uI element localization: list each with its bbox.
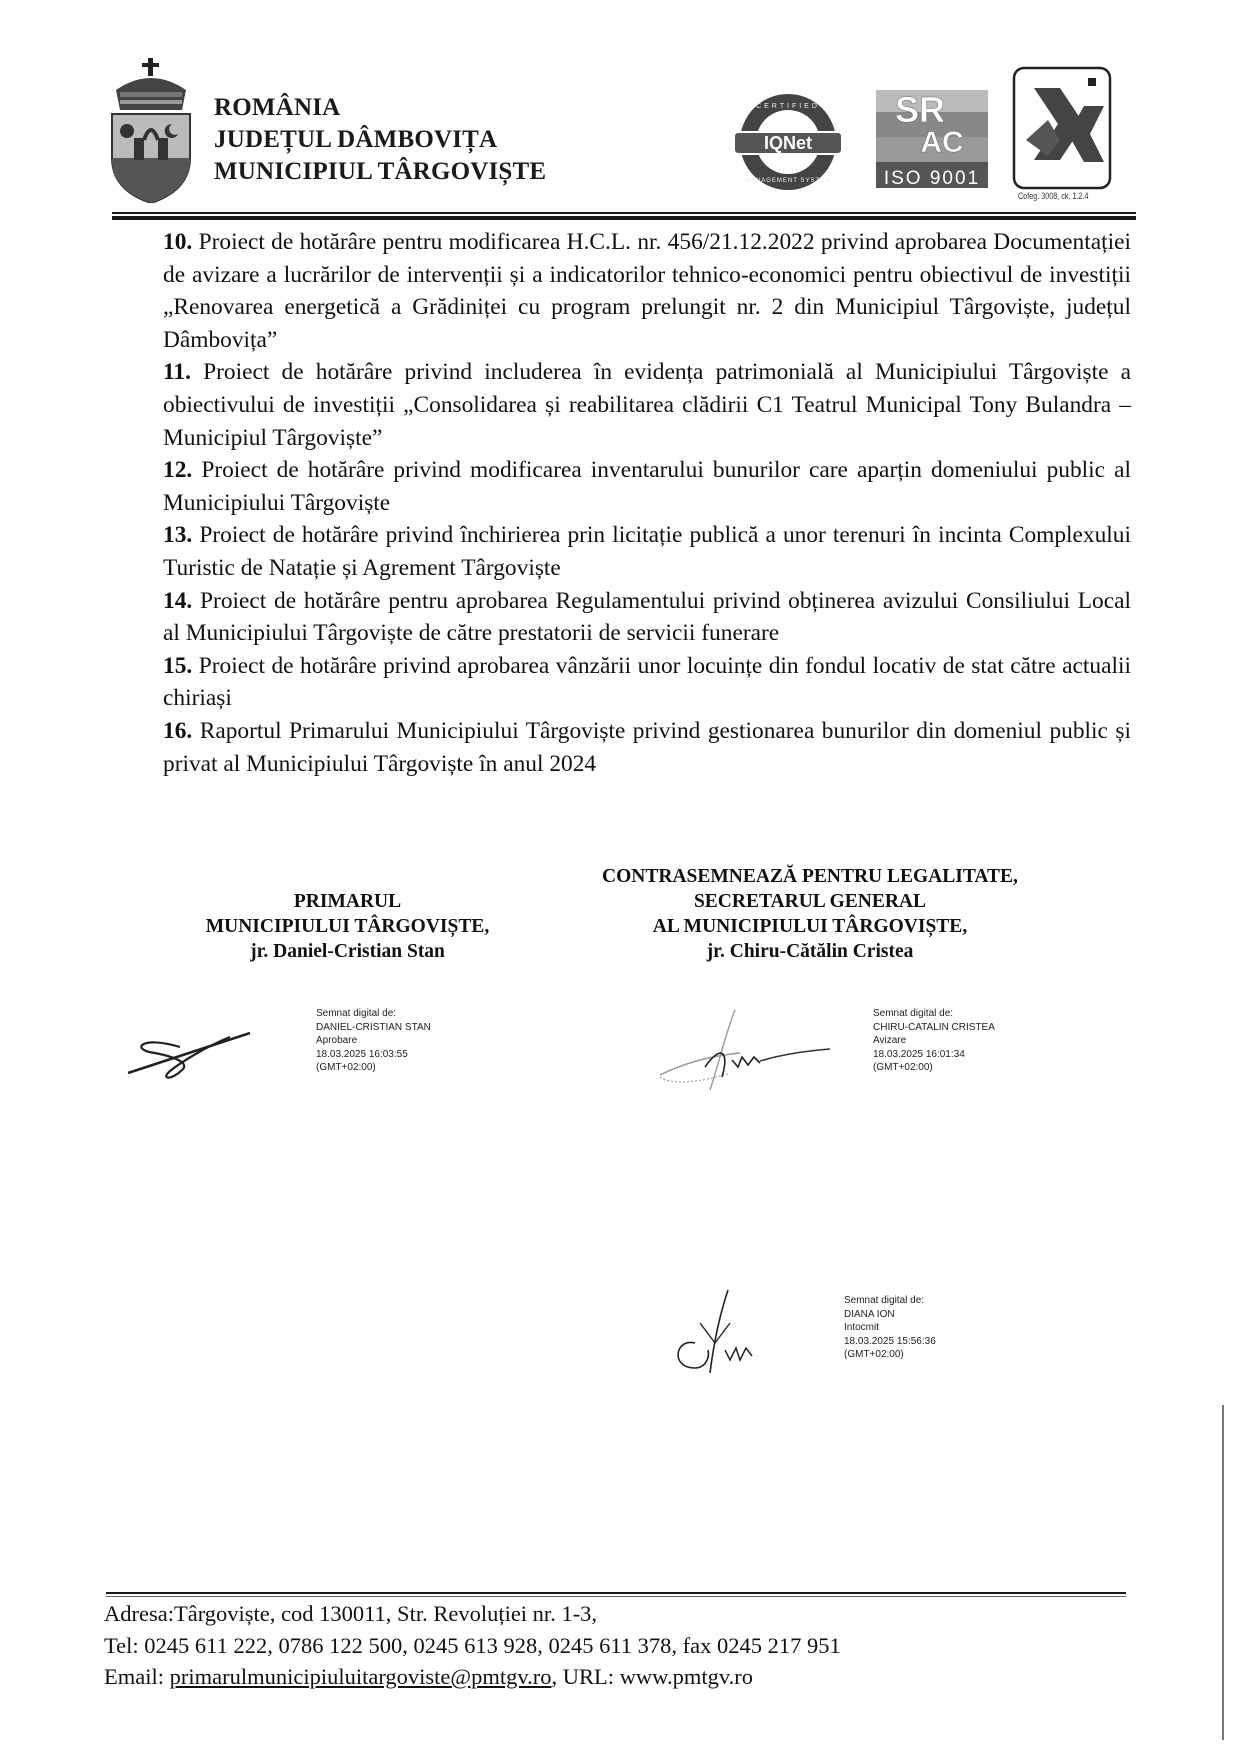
footer-phones: Tel: 0245 611 222, 0786 122 500, 0245 613 928, 0245 611 378, fax 0245 217 951	[104, 1632, 841, 1658]
email-label: Email:	[104, 1664, 170, 1689]
iqnet-text: IQNet	[763, 133, 813, 153]
header-municipality: MUNICIPIUL TÂRGOVIȘTE	[214, 158, 547, 185]
signer-name: DIANA ION	[844, 1308, 895, 1320]
header-rule-thin	[112, 212, 1136, 214]
srac-sr: SR	[894, 89, 946, 130]
quality-arrows-logo	[1012, 66, 1112, 190]
iqnet-certification-logo	[728, 92, 848, 192]
signer-name: DANIEL-CRISTIAN STAN	[316, 1021, 431, 1033]
mayor-digital-signature	[316, 1007, 431, 1075]
agenda-item	[163, 454, 1131, 519]
footer-rule-thin	[106, 1596, 1126, 1597]
item-number: 15.	[163, 652, 193, 679]
header-county: JUDEȚUL DÂMBOVIȚA	[214, 126, 498, 153]
signature-reason: Aprobare	[316, 1035, 358, 1047]
item-text: Proiect de hotărâre privind includerea în evidența patrimonială al Municipiului Târgoviște a obiectivului de investiții „Consolidarea și reabilitarea clădirii C1 Teatrul Municipal Tony Bulandra – Municipiul Târgoviște”	[163, 359, 1131, 451]
agenda-item	[163, 715, 1131, 780]
signature-timezone: (GMT+02:00)	[844, 1349, 904, 1361]
secretary-handwritten-signature	[650, 1005, 840, 1100]
mayor-name: jr. Daniel-Cristian Stan	[250, 941, 445, 962]
srac-ac: AC	[920, 126, 964, 159]
signature-timezone: (GMT+02:00)	[316, 1062, 376, 1074]
item-text: Proiect de hotărâre pentru modificarea H.C.L. nr. 456/21.12.2022 privind aprobarea Documentației de avizare a lucrărilor de intervenții și a indicatorilor tehnico-economici pentru obiectivul de investiții „Renovarea energetică a Grădiniței cu program prelungit nr. 2 din Municipiul Târgoviște, județul Dâmbovița”	[163, 229, 1131, 353]
signed-by-label: Semnat digital de:	[316, 1008, 397, 1019]
url-link[interactable]: www.pmtgv.ro	[619, 1664, 754, 1689]
countersign-label: CONTRASEMNEAZĂ PENTRU LEGALITATE,	[602, 866, 1018, 887]
iqnet-ring-top: CERTIFIED	[756, 103, 820, 110]
item-text: Proiect de hotărâre privind închirierea prin licitație publică a unor terenuri în incinta Complexului Turistic de Natație și Agrement Târgoviște	[163, 522, 1131, 581]
item-number: 13.	[163, 522, 193, 549]
mayor-handwritten-signature	[120, 1025, 260, 1085]
footer-address: Adresa:Târgoviște, cod 130011, Str. Revoluției nr. 1-3,	[104, 1601, 598, 1626]
scan-edge-line	[1222, 1405, 1224, 1740]
signed-by-label: Semnat digital de:	[844, 1295, 925, 1306]
header-rule-thick	[112, 216, 1136, 220]
item-number: 16.	[163, 717, 193, 744]
item-number: 11.	[163, 359, 191, 386]
item-text: Raportul Primarului Municipiului Târgoviște privind gestionarea bunurilor din domeniul public și privat al Municipiului Târgoviște în anul 2024	[163, 717, 1131, 777]
iqnet-ring-bottom: MANAGEMENT SYSTEM	[744, 178, 832, 184]
item-number: 10.	[163, 229, 193, 255]
logo-caption: Cofeg. 3008, ck. 1.2.4	[1018, 191, 1089, 201]
signature-reason: Intocmit	[844, 1322, 880, 1334]
mayor-title-block	[150, 889, 545, 964]
secretary-title-block	[545, 864, 1075, 964]
signature-timestamp: 18.03.2025 16:03:55	[316, 1048, 408, 1060]
item-number: 12.	[163, 457, 193, 484]
secretary-digital-signature	[873, 1007, 995, 1075]
header-country: ROMÂNIA	[214, 94, 341, 121]
mayor-institution: MUNICIPIULUI TÂRGOVIȘTE,	[205, 916, 490, 937]
email-link[interactable]: primarulmunicipiuluitargoviste@pmtgv.ro	[169, 1664, 552, 1689]
footer-rule	[106, 1592, 1126, 1594]
signer-name: CHIRU-CATALIN CRISTEA	[873, 1021, 995, 1033]
signed-by-label: Semnat digital de:	[873, 1008, 954, 1019]
agenda-item	[163, 650, 1131, 715]
item-text: Proiect de hotărâre privind modificarea inventarului bunurilor care aparțin domeniului public al Municipiului Târgoviște	[163, 457, 1131, 516]
footer-contact	[104, 1598, 841, 1693]
coat-of-arms-icon	[110, 58, 192, 203]
agenda-list	[163, 226, 1131, 780]
signature-timezone: (GMT+02:00)	[873, 1062, 933, 1074]
srac-iso: ISO 9001	[883, 168, 981, 189]
agenda-item	[163, 226, 1131, 356]
item-text: Proiect de hotărâre privind aprobarea vânzării unor locuințe din fondul locativ de stat către actualii chiriași	[163, 652, 1131, 712]
secretary-role: SECRETARUL GENERAL	[693, 891, 927, 912]
url-label: , URL:	[551, 1664, 620, 1689]
agenda-item	[163, 356, 1131, 454]
mayor-role: PRIMARUL	[293, 891, 402, 912]
signature-timestamp: 18.03.2025 16:01:34	[873, 1048, 965, 1060]
item-number: 14.	[163, 587, 193, 614]
agenda-item	[163, 519, 1131, 584]
secretary-institution: AL MUNICIPIULUI TÂRGOVIȘTE,	[652, 916, 968, 937]
agenda-item	[163, 585, 1131, 650]
author-handwritten-signature	[670, 1288, 770, 1378]
secretary-name: jr. Chiru-Cătălin Cristea	[706, 941, 914, 962]
signature-timestamp: 18.03.2025 15:56:36	[844, 1335, 936, 1347]
author-digital-signature	[844, 1294, 936, 1362]
item-text: Proiect de hotărâre pentru aprobarea Regulamentului privind obținerea avizului Consiliului Local al Municipiului Târgoviște de către prestatorii de servicii funerare	[163, 587, 1131, 647]
footer-email-line	[104, 1661, 841, 1693]
signature-reason: Avizare	[873, 1035, 907, 1047]
srac-iso-logo	[876, 80, 988, 190]
